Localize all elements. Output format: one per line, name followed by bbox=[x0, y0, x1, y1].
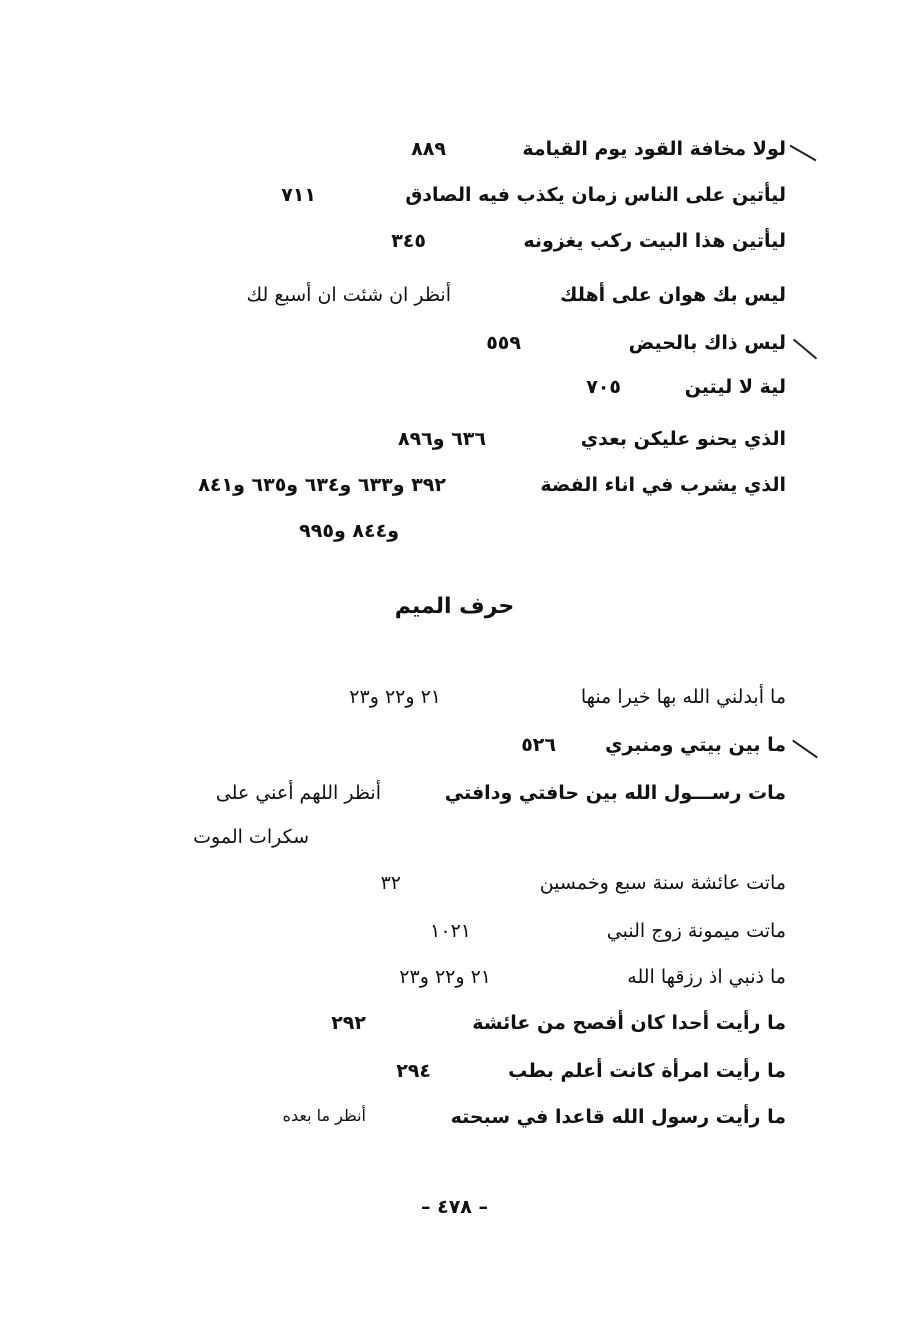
index-entry bbox=[106, 734, 786, 774]
entry-refs: ٨٨٩ bbox=[411, 138, 446, 160]
entry-phrase: ما رأيت أحدا كان أفصح من عائشة bbox=[472, 1012, 786, 1034]
entry-refs: ٧١١ bbox=[281, 184, 316, 206]
entry-phrase: ماتت ميمونة زوج النبي bbox=[606, 920, 786, 942]
check-mark-icon bbox=[790, 145, 817, 162]
index-entry bbox=[106, 1060, 786, 1100]
entry-phrase: ليأتين هذا البيت ركب يغزونه bbox=[523, 230, 786, 252]
entry-phrase: ماتت عائشة سنة سبع وخمسين bbox=[539, 872, 786, 894]
index-entry bbox=[106, 1012, 786, 1052]
index-entry bbox=[106, 230, 786, 270]
entry-refs: ٣٤٥ bbox=[391, 230, 426, 252]
entry-refs: ٧٠٥ bbox=[586, 376, 621, 398]
entry-refs: ١٠٢١ bbox=[430, 920, 471, 942]
index-entry bbox=[106, 332, 786, 372]
entry-refs: ٥٢٦ bbox=[521, 734, 556, 756]
index-entry bbox=[106, 782, 786, 822]
entry-phrase: الذي يحنو عليكن بعدي bbox=[580, 428, 786, 450]
entry-refs: ٢٩٢ bbox=[331, 1012, 366, 1034]
index-entry bbox=[106, 376, 786, 416]
index-entry bbox=[106, 474, 786, 514]
section-heading: حرف الميم bbox=[394, 594, 515, 619]
entry-refs: ٢٩٤ bbox=[396, 1060, 431, 1082]
entry-refs: ٥٥٩ bbox=[486, 332, 521, 354]
entry-refs: أنظر ان شئت ان أسبع لك bbox=[246, 284, 451, 306]
entry-phrase: الذي يشرب في اناء الفضة bbox=[540, 474, 786, 496]
entry-phrase: ما ذنبي اذ رزقها الله bbox=[627, 966, 786, 988]
index-entry bbox=[106, 428, 786, 468]
entry-refs: أنظر اللهم أعني على bbox=[215, 782, 381, 804]
entry-phrase: لية لا ليتين bbox=[684, 376, 786, 398]
index-entry bbox=[106, 920, 786, 960]
entry-phrase: ما أبدلني الله بها خيرا منها bbox=[580, 686, 786, 708]
entry-phrase: ليس بك هوان على أهلك bbox=[560, 284, 786, 306]
index-entry bbox=[106, 966, 786, 1006]
entry-phrase: ما رأيت رسول الله قاعدا في سبحته bbox=[450, 1106, 786, 1128]
entry-refs-continued: و٨٤٤ و٩٩٥ bbox=[299, 520, 399, 542]
index-entry bbox=[106, 284, 786, 324]
index-entry bbox=[106, 686, 786, 726]
entry-phrase: ما بين بيتي ومنبري bbox=[605, 734, 786, 756]
entry-refs: ٢١ و٢٢ و٢٣ bbox=[349, 686, 441, 708]
entry-refs: أنظر ما بعده bbox=[282, 1106, 366, 1125]
page-number: – ٤٧٨ – bbox=[420, 1196, 489, 1218]
entry-phrase: لولا مخافة القود يوم القيامة bbox=[522, 138, 786, 160]
entry-refs-continued: سكرات الموت bbox=[193, 826, 309, 848]
index-entry bbox=[106, 1106, 786, 1146]
index-entry bbox=[106, 184, 786, 224]
check-mark-icon bbox=[793, 339, 817, 360]
entry-phrase: ما رأيت امرأة كانت أعلم بطب bbox=[508, 1060, 786, 1082]
entry-phrase: ليأتين على الناس زمان يكذب فيه الصادق bbox=[405, 184, 786, 206]
entry-phrase: مات رســـول الله بين حافتي ودافتي bbox=[444, 782, 786, 804]
index-entry bbox=[106, 138, 786, 178]
entry-phrase: ليس ذاك بالحيض bbox=[628, 332, 786, 354]
check-mark-icon bbox=[792, 740, 818, 759]
entry-refs: ٣٩٢ و٦٣٣ و٦٣٤ و٦٣٥ و٨٤١ bbox=[198, 474, 446, 496]
entry-refs: ٦٣٦ و٨٩٦ bbox=[397, 428, 486, 450]
index-entry bbox=[106, 872, 786, 912]
entry-refs: ٢١ و٢٢ و٢٣ bbox=[399, 966, 491, 988]
entry-refs: ٣٢ bbox=[380, 872, 401, 894]
